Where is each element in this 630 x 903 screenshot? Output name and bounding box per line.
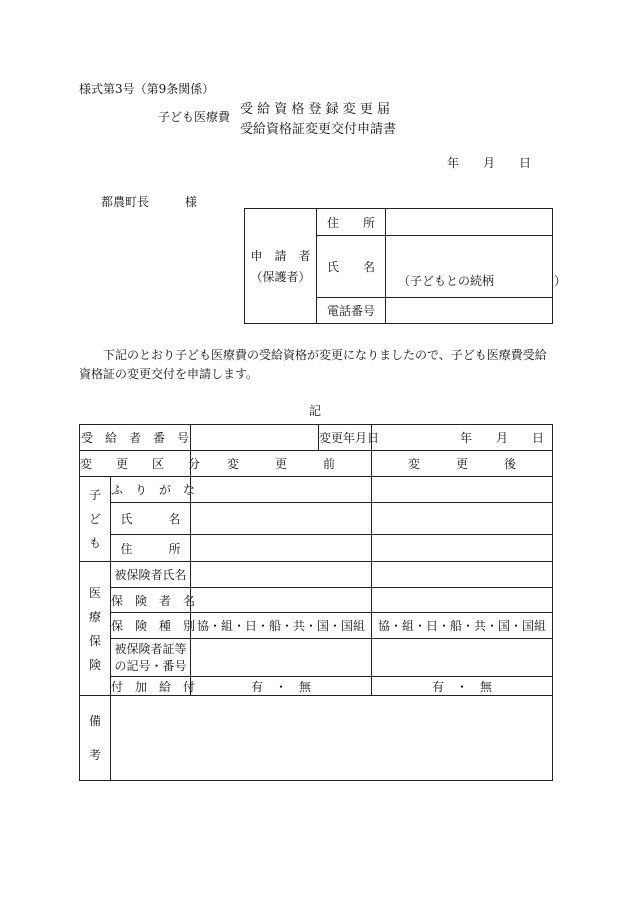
- insurance-group-char-3: 保: [88, 633, 101, 648]
- applicant-table: [244, 208, 567, 324]
- title-line-1: 受 給 資 格 登 録 変 更 届: [240, 102, 391, 117]
- cert-number-label-line-2: の記号・番号: [114, 658, 187, 673]
- recipient-number-field[interactable]: [191, 425, 319, 451]
- insurer-before-field[interactable]: [191, 588, 372, 613]
- insurance-group-char-1: 医: [88, 585, 101, 600]
- insurance-group-char-2: 療: [88, 609, 101, 624]
- child-group-char-2: ど: [88, 512, 101, 526]
- ki-heading: 記: [309, 404, 322, 418]
- child-name-after-field[interactable]: [372, 503, 553, 535]
- furigana-label: ふ り が な: [111, 477, 191, 503]
- child-address-before-field[interactable]: [191, 535, 372, 562]
- child-group-label: [80, 477, 111, 562]
- remarks-char-2: 考: [88, 748, 101, 762]
- remarks-char-1: 備: [88, 714, 101, 728]
- form-number: 様式第3号（第9条関係）: [79, 82, 215, 96]
- child-name-label: 氏 名: [111, 503, 191, 535]
- change-category-label: 変 更 区 分: [80, 451, 191, 477]
- insured-name-label: 被保険者氏名: [111, 562, 191, 588]
- furigana-before-field[interactable]: [191, 477, 372, 503]
- program-name: 子ども医療費: [158, 110, 231, 124]
- after-label: 変 更 後: [372, 451, 553, 477]
- additional-benefit-before[interactable]: 有 ・ 無: [191, 677, 372, 696]
- insurance-group-char-4: 険: [88, 657, 101, 672]
- cert-number-label-line-1: 被保険者証等: [114, 641, 187, 656]
- insured-name-before-field[interactable]: [191, 562, 372, 588]
- insurance-type-before-options[interactable]: 協・組・日・船・共・国・国組: [191, 613, 372, 639]
- applicant-sublabel: （保護者）: [250, 270, 311, 284]
- insurance-type-label: 保 険 種 別: [111, 613, 191, 639]
- applicant-address-field[interactable]: [386, 209, 553, 236]
- applicant-phone-field[interactable]: [386, 298, 553, 324]
- insurer-after-field[interactable]: [372, 588, 553, 613]
- insurance-type-after-options[interactable]: 協・組・日・船・共・国・国組: [372, 613, 553, 639]
- title-line-2: 受給資格証変更交付申請書: [240, 122, 397, 137]
- child-address-label: 住 所: [111, 535, 191, 562]
- remarks-label: [80, 696, 111, 781]
- insured-name-after-field[interactable]: [372, 562, 553, 588]
- remarks-field[interactable]: [111, 696, 553, 781]
- additional-benefit-label: 付 加 給 付: [111, 677, 191, 696]
- main-table: [79, 424, 553, 781]
- child-name-before-field[interactable]: [191, 503, 372, 535]
- applicant-address-label: 住 所: [317, 209, 386, 236]
- change-date-label: 変更年月日: [319, 425, 372, 451]
- change-date-field[interactable]: 年 月 日: [372, 425, 553, 451]
- addressee: 都農町長 様: [101, 195, 198, 209]
- child-group-char-1: 子: [88, 488, 101, 502]
- applicant-name-label: 氏 名: [317, 236, 386, 298]
- cert-number-after-field[interactable]: [372, 639, 553, 677]
- application-date: 年 月 日: [447, 156, 532, 170]
- applicant-phone-label: 電話番号: [317, 298, 386, 324]
- additional-benefit-after[interactable]: 有 ・ 無: [372, 677, 553, 696]
- insurance-group-label: [80, 562, 111, 696]
- relation-note: （子どもとの続柄 ）: [398, 274, 567, 288]
- recipient-number-label: 受 給 者 番 号: [80, 425, 191, 451]
- applicant-label-cell: [245, 209, 317, 324]
- applicant-name-field[interactable]: [386, 236, 567, 298]
- child-group-char-3: も: [88, 536, 101, 550]
- insurer-label: 保 険 者 名: [111, 588, 191, 613]
- child-address-after-field[interactable]: [372, 535, 553, 562]
- cert-number-before-field[interactable]: [191, 639, 372, 677]
- applicant-label: 申 請 者: [250, 249, 311, 263]
- before-label: 変 更 前: [191, 451, 372, 477]
- furigana-after-field[interactable]: [372, 477, 553, 503]
- cert-number-label: [111, 639, 191, 677]
- statement: 下記のとおり子ども医療費の受給資格が変更になりましたので、子ども医療費受給資格証の変更交付を申請します。: [79, 348, 547, 381]
